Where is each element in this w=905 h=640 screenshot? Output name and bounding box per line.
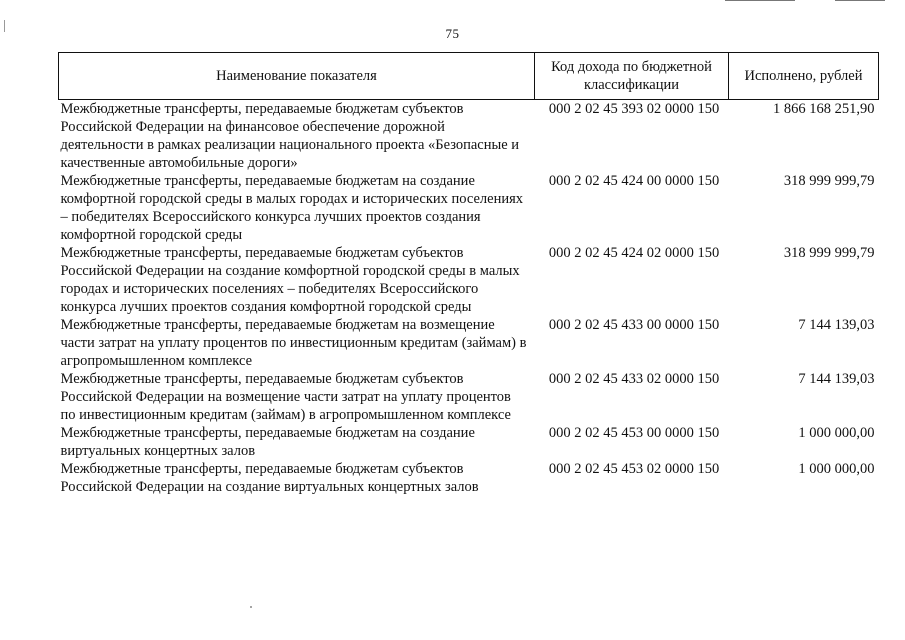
row-amount: 1 000 000,00 bbox=[798, 425, 875, 441]
table-row bbox=[59, 316, 879, 370]
row-name: Межбюджетные трансферты, передаваемые бюджетам субъектов Российской Федерации на создание комфортной городской среды в малых городах и исторических поселениях – победителях Всероссийского конкурса лучших проектов создания комфортной городской среды bbox=[60, 245, 520, 315]
table-body bbox=[59, 100, 879, 497]
scan-speck bbox=[250, 606, 252, 608]
scan-edge-line bbox=[725, 0, 795, 1]
row-code: 000 2 02 45 424 00 0000 150 bbox=[548, 173, 720, 189]
table-row bbox=[59, 370, 879, 424]
scan-edge-mark bbox=[715, 0, 905, 1]
row-name: Межбюджетные трансферты, передаваемые бюджетам субъектов Российской Федерации на финансовое обеспечение дорожной деятельности в рамках реализации национального проекта «Безопасные и качественные автомобильные дороги» bbox=[60, 101, 520, 171]
table-header bbox=[59, 53, 879, 100]
row-name: Межбюджетные трансферты, передаваемые бюджетам на создание виртуальных концертных залов bbox=[60, 425, 475, 459]
table-row bbox=[59, 460, 879, 496]
row-code: 000 2 02 45 424 02 0000 150 bbox=[548, 245, 720, 261]
row-name: Межбюджетные трансферты, передаваемые бюджетам на возмещение части затрат на уплату процентов по инвестиционным кредитам (займам) в агропромышленном комплексе bbox=[60, 317, 527, 369]
row-amount: 7 144 139,03 bbox=[798, 317, 875, 333]
table-row bbox=[59, 100, 879, 173]
row-code: 000 2 02 45 433 02 0000 150 bbox=[548, 371, 720, 387]
row-code: 000 2 02 45 433 00 0000 150 bbox=[548, 317, 720, 333]
header-amount: Исполнено, рублей bbox=[729, 53, 879, 100]
page-number: 75 bbox=[445, 26, 460, 41]
header-code: Код дохода по бюджетной классификации bbox=[535, 53, 729, 100]
row-name: Межбюджетные трансферты, передаваемые бюджетам субъектов Российской Федерации на создание виртуальных концертных залов bbox=[60, 461, 479, 495]
row-code: 000 2 02 45 393 02 0000 150 bbox=[548, 101, 720, 117]
row-amount: 7 144 139,03 bbox=[798, 371, 875, 387]
row-amount: 318 999 999,79 bbox=[783, 173, 875, 189]
row-code: 000 2 02 45 453 00 0000 150 bbox=[548, 425, 720, 441]
revenue-table bbox=[58, 52, 879, 496]
row-name: Межбюджетные трансферты, передаваемые бюджетам субъектов Российской Федерации на возмещение части затрат на уплату процентов по инвестиционным кредитам (займам) в агропромышленном комплексе bbox=[60, 371, 511, 423]
row-amount: 1 866 168 251,90 bbox=[773, 101, 875, 117]
row-code: 000 2 02 45 453 02 0000 150 bbox=[548, 461, 720, 477]
row-amount: 1 000 000,00 bbox=[798, 461, 875, 477]
header-name: Наименование показателя bbox=[59, 53, 535, 100]
row-amount: 318 999 999,79 bbox=[783, 245, 875, 261]
table-row bbox=[59, 244, 879, 316]
report-table-container bbox=[58, 52, 878, 496]
scan-edge-line bbox=[835, 0, 885, 1]
table-row bbox=[59, 172, 879, 244]
table-row bbox=[59, 424, 879, 460]
row-name: Межбюджетные трансферты, передаваемые бюджетам на создание комфортной городской среды в малых городах и исторических поселениях – победителях Всероссийского конкурса лучших проектов создания комфортной городской среды bbox=[60, 173, 524, 243]
header-row bbox=[59, 53, 879, 100]
